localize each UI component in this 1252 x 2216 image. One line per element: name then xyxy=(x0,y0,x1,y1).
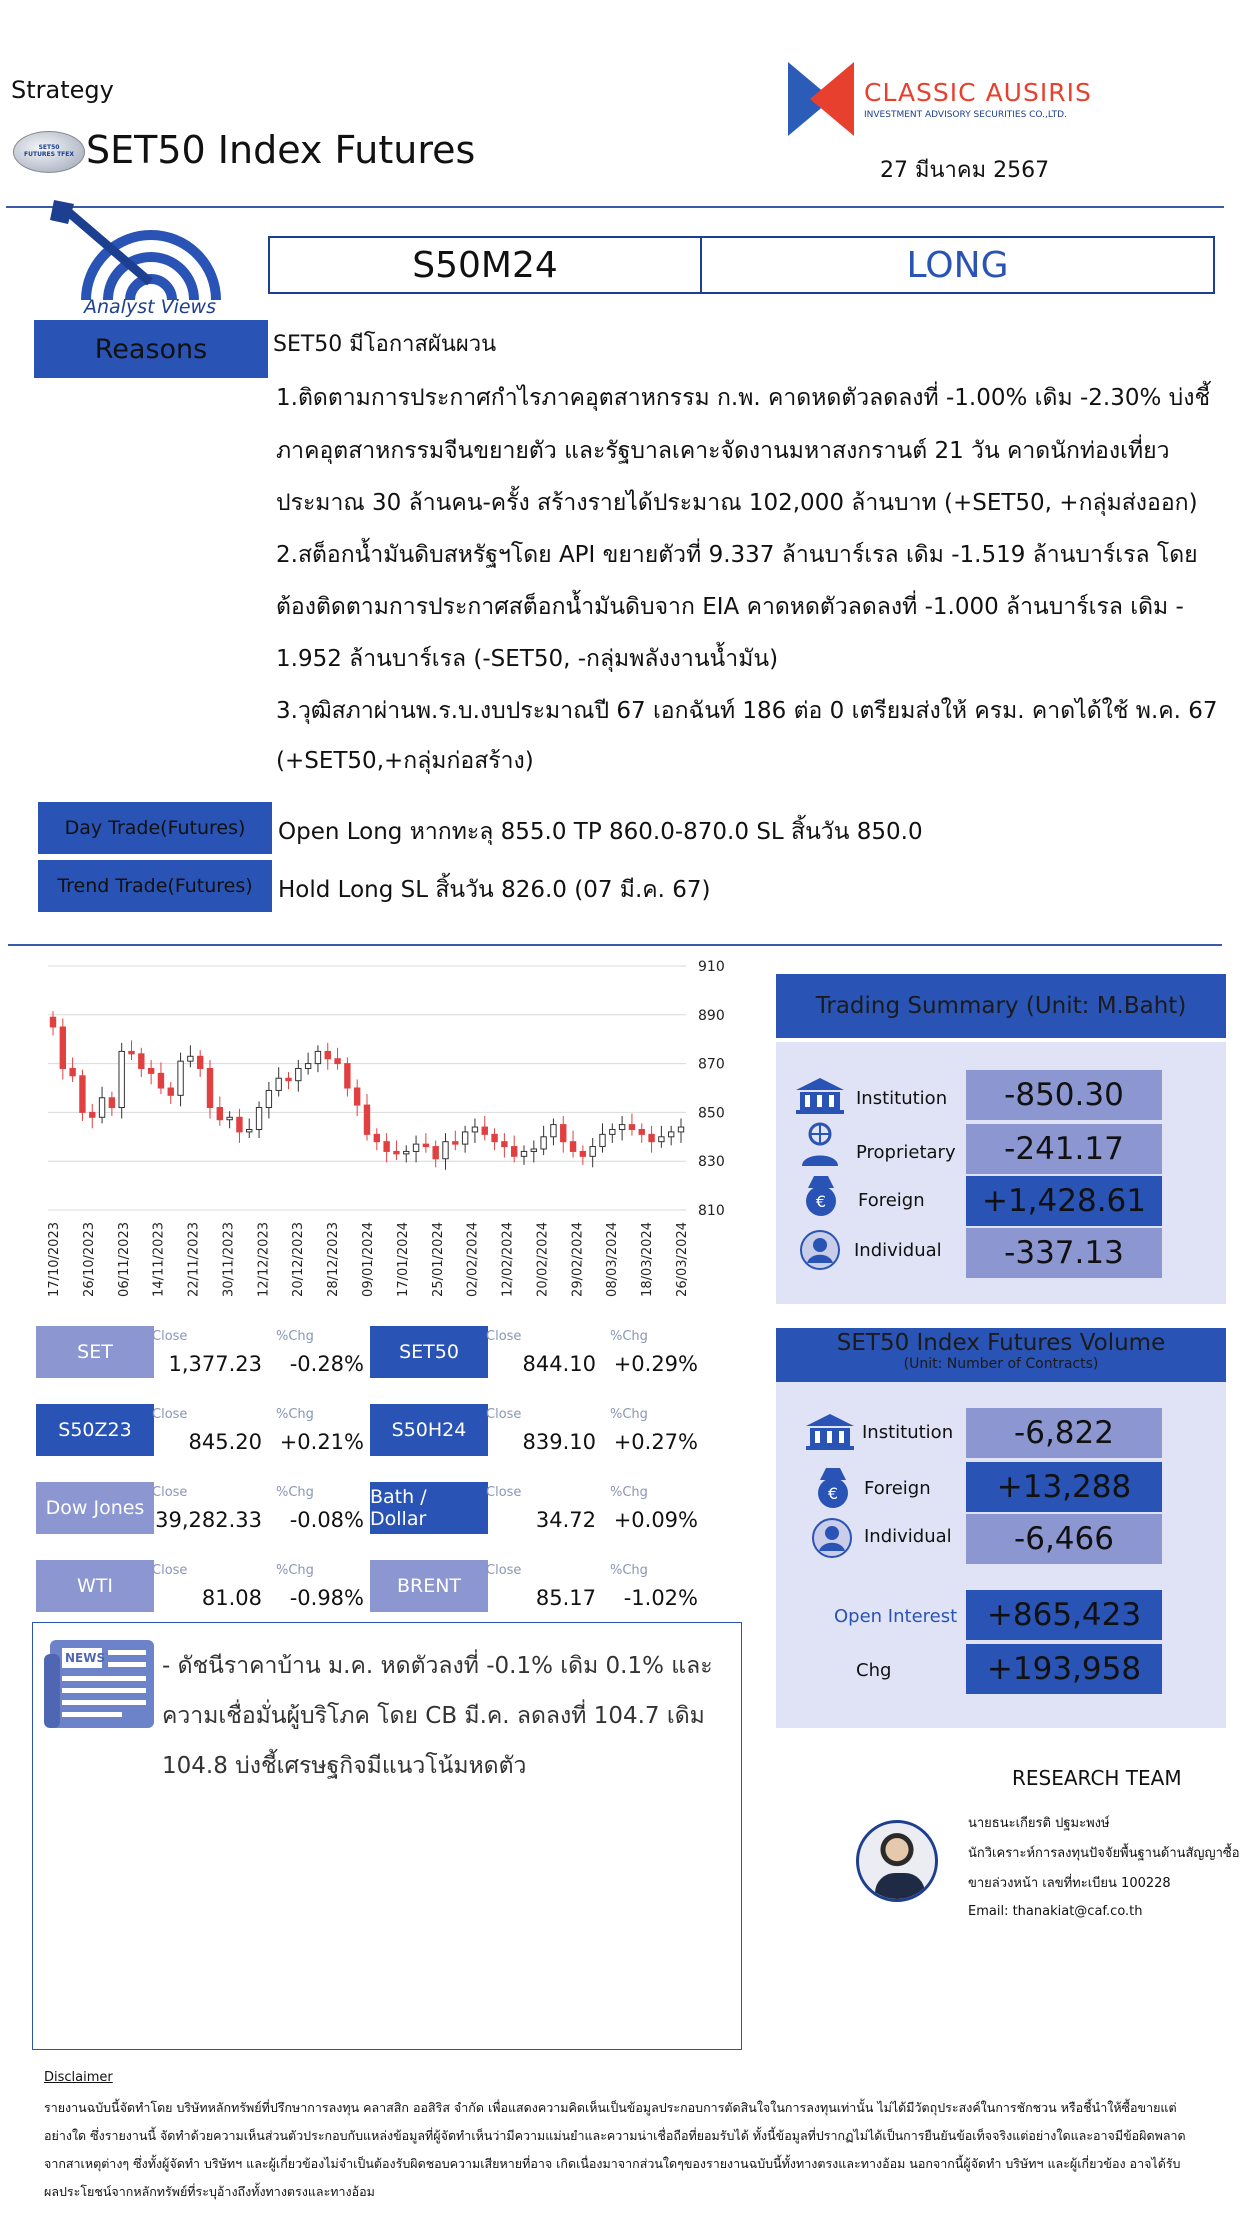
market-tile-close: 81.08 xyxy=(201,1586,262,1610)
trend-trade-text: Hold Long SL สิ้นวัน 826.0 (07 มี.ค. 67) xyxy=(278,877,711,903)
chg-caption: %Chg xyxy=(276,1485,314,1500)
research-team-title: RESEARCH TEAM xyxy=(1012,1766,1182,1790)
candle-body xyxy=(541,1137,546,1149)
reasons-label-box xyxy=(34,320,268,378)
disclaimer-title: Disclaimer xyxy=(44,2070,113,2085)
market-tile-chg: +0.21% xyxy=(279,1430,364,1454)
candle-body xyxy=(521,1151,526,1156)
company-name: CLASSIC AUSIRIS xyxy=(864,78,1092,107)
analyst-email: Email: thanakiat@caf.co.th xyxy=(968,1904,1143,1919)
section-divider xyxy=(8,944,1222,946)
reasons-label: Reasons xyxy=(94,333,208,365)
x-tick-label: 09/01/2024 xyxy=(361,1222,376,1297)
market-tile-close: 85.17 xyxy=(535,1586,596,1610)
candle-body xyxy=(50,1017,55,1027)
section-label: Strategy xyxy=(11,76,114,104)
y-tick-label: 890 xyxy=(698,1007,725,1024)
institution-icon xyxy=(796,1078,844,1114)
close-caption: Close xyxy=(486,1329,522,1344)
chg-caption: %Chg xyxy=(610,1329,648,1344)
candle-body xyxy=(345,1064,350,1088)
chg-caption: %Chg xyxy=(276,1407,314,1422)
fv-row-value: -6,822 xyxy=(966,1408,1162,1458)
candle-body xyxy=(227,1117,232,1119)
fv-row-label: Institution xyxy=(862,1422,954,1443)
candle-body xyxy=(99,1098,104,1118)
candle-body xyxy=(659,1137,664,1142)
candle-body xyxy=(188,1056,193,1061)
candle-body xyxy=(335,1059,340,1064)
x-tick-label: 18/03/2024 xyxy=(640,1222,656,1297)
candle-body xyxy=(453,1142,458,1144)
candle-body xyxy=(70,1068,75,1075)
close-caption: Close xyxy=(486,1407,522,1422)
candle-body xyxy=(404,1151,409,1153)
candle-body xyxy=(168,1088,173,1095)
x-tick-label: 02/02/2024 xyxy=(465,1222,481,1297)
trend-trade-label: Trend Trade(Futures) xyxy=(57,875,253,897)
position-box xyxy=(700,236,1215,294)
market-tile-close: 1,377.23 xyxy=(168,1352,262,1376)
report-date: 27 มีนาคม 2567 xyxy=(880,158,1050,183)
x-tick-label: 20/02/2024 xyxy=(535,1222,551,1297)
individual-icon xyxy=(812,1518,852,1558)
x-tick-label: 30/11/2023 xyxy=(221,1222,237,1297)
analyst-name: นายธนะเกียรติ ปฐมะพงษ์ xyxy=(968,1816,1110,1831)
x-tick-label: 12/02/2024 xyxy=(500,1222,516,1297)
candle-body xyxy=(482,1127,487,1134)
oi-change-label: Chg xyxy=(856,1660,892,1681)
foreign-icon xyxy=(812,1466,854,1508)
candle-body xyxy=(80,1076,85,1113)
ts-row-label: Foreign xyxy=(858,1190,925,1211)
reason-line: 1.952 ล้านบาร์เรล (-SET50, -กลุ่มพลังงานน้ำมัน) xyxy=(276,646,779,672)
chg-caption: %Chg xyxy=(276,1329,314,1344)
candle-body xyxy=(570,1142,575,1152)
market-tile-close: 839.10 xyxy=(522,1430,596,1454)
candle-body xyxy=(443,1142,448,1159)
foreign-icon xyxy=(800,1174,842,1216)
candle-body xyxy=(296,1068,301,1080)
y-tick-label: 850 xyxy=(698,1105,725,1122)
company-logo xyxy=(788,62,854,136)
candle-body xyxy=(217,1108,222,1120)
candle-body xyxy=(237,1117,242,1132)
candle-body xyxy=(433,1147,438,1159)
set50-futures-logo xyxy=(13,131,85,173)
y-tick-label: 910 xyxy=(698,959,725,975)
analyst-avatar xyxy=(856,1820,938,1902)
candle-body xyxy=(394,1151,399,1153)
x-tick-label: 25/01/2024 xyxy=(430,1222,446,1297)
candle-body xyxy=(276,1078,281,1090)
candle-body xyxy=(315,1051,320,1063)
reason-line: 2.สต็อกน้ำมันดิบสหรัฐฯโดย API ขยายตัวที่ 9.337 ล้านบาร์เรล เดิม -1.519 ล้านบาร์เรล โดย xyxy=(276,542,1198,568)
x-tick-label: 20/12/2023 xyxy=(291,1222,307,1297)
candle-body xyxy=(60,1027,65,1068)
candle-body xyxy=(610,1129,615,1134)
ts-row-label: Institution xyxy=(856,1088,948,1109)
svg-text:€: € xyxy=(827,1484,839,1503)
x-tick-label: 17/10/2023 xyxy=(47,1222,62,1297)
disclaimer-line: รายงานฉบับนี้จัดทำโดย บริษัทหลักทรัพย์ที่ปรึกษาการลงทุน คลาสสิก ออสิริส จำกัด เพื่อแสดงความคิดเห็นเป็นข้อมูลประกอบการตัดสินใจในการลงทุนเท่านั้น ไม่ได้มีวัตถุประสงค์ในการชักชวน หรือชี้นำให้ซื้อขายแต่ xyxy=(44,2100,1177,2115)
disclaimer-line: จากสาเหตุต่างๆ ซึ่งทั้งผู้จัดทำ บริษัทฯ และผู้เกี่ยวข้องไม่จำเป็นต้องรับผิดชอบความเสียหายที่อาจ เกิดเนื่องมาจากส่วนใดๆของรายงานฉบับนี้ทั้งทางตรงและทางอ้อม นอกจากนี้ผู้จัดทำ บริษัทฯ และผู้เกี่ยวข้อง อาจได้รับ xyxy=(44,2156,1181,2171)
close-caption: Close xyxy=(486,1485,522,1500)
candle-body xyxy=(551,1125,556,1137)
news-icon xyxy=(44,1636,156,1732)
candle-body xyxy=(256,1108,261,1130)
candle-body xyxy=(649,1134,654,1141)
candle-body xyxy=(492,1134,497,1141)
chg-caption: %Chg xyxy=(610,1563,648,1578)
candle-body xyxy=(423,1144,428,1146)
reason-line: ประมาณ 30 ล้านคน-ครั้ง สร้างรายได้ประมาณ 102,000 ล้านบาท (+SET50, +กลุ่มส่งออก) xyxy=(276,490,1198,516)
market-tile-name: BRENT xyxy=(370,1560,488,1612)
reason-line: 1.ติดตามการประกาศกำไรภาคอุตสาหกรรม ก.พ. คาดหดตัวลดลงที่ -1.00% เดิม -2.30% บ่งชี้ xyxy=(276,385,1211,411)
trading-summary-title: Trading Summary (Unit: M.Baht) xyxy=(815,993,1187,1019)
fv-row-label: Individual xyxy=(864,1526,952,1547)
candle-body xyxy=(354,1088,359,1105)
trading-summary-header xyxy=(776,974,1226,1038)
fv-row-value: +13,288 xyxy=(966,1462,1162,1512)
futures-volume-header xyxy=(776,1328,1226,1382)
oi-change-value: +193,958 xyxy=(966,1644,1162,1694)
candle-body xyxy=(472,1127,477,1132)
fv-row-value: -6,466 xyxy=(966,1514,1162,1564)
candle-body xyxy=(511,1147,516,1157)
news-line: 104.8 บ่งชี้เศรษฐกิจมีแนวโน้มหดตัว xyxy=(162,1753,527,1779)
candle-body xyxy=(502,1142,507,1147)
close-caption: Close xyxy=(152,1485,188,1500)
x-tick-label: 28/12/2023 xyxy=(326,1222,342,1297)
ts-row-label: Proprietary xyxy=(856,1142,956,1163)
candle-body xyxy=(325,1051,330,1058)
chart-svg xyxy=(30,950,750,1320)
disclaimer-line: ผลประโยชน์จากหลักทรัพย์ที่ระบุอ้างถึงทั้งทางตรงและทางอ้อม xyxy=(44,2184,375,2199)
fv-row-label: Foreign xyxy=(864,1478,931,1499)
candle-body xyxy=(678,1127,683,1132)
open-interest-value: +865,423 xyxy=(966,1590,1162,1640)
chg-caption: %Chg xyxy=(610,1407,648,1422)
reason-headline: SET50 มีโอกาสผันผวน xyxy=(273,332,497,357)
x-tick-label: 14/11/2023 xyxy=(151,1222,167,1297)
chg-caption: %Chg xyxy=(276,1563,314,1578)
day-trade-label: Day Trade(Futures) xyxy=(64,817,246,839)
candle-body xyxy=(374,1134,379,1141)
company-subtitle: INVESTMENT ADVISORY SECURITIES CO.,LTD. xyxy=(864,110,1067,120)
market-tile-chg: +0.27% xyxy=(613,1430,698,1454)
x-tick-label: 08/03/2024 xyxy=(605,1222,621,1297)
candle-body xyxy=(462,1132,467,1144)
open-interest-label: Open Interest xyxy=(834,1606,958,1627)
candle-body xyxy=(129,1051,134,1053)
market-tile-chg: +0.29% xyxy=(613,1352,698,1376)
institution-icon xyxy=(806,1414,854,1450)
x-tick-label: 06/11/2023 xyxy=(116,1222,132,1297)
ts-row-value: -337.13 xyxy=(966,1228,1162,1278)
day-trade-text: Open Long หากทะลุ 855.0 TP 860.0-870.0 SL สิ้นวัน 850.0 xyxy=(278,819,923,845)
close-caption: Close xyxy=(486,1563,522,1578)
futures-volume-subtitle: (Unit: Number of Contracts) xyxy=(903,1356,1099,1372)
market-tile-chg: -0.28% xyxy=(289,1352,364,1376)
close-caption: Close xyxy=(152,1563,188,1578)
proprietary-icon xyxy=(800,1122,840,1166)
market-tile-name: Dow Jones xyxy=(36,1482,154,1534)
x-tick-label: 26/10/2023 xyxy=(81,1222,97,1297)
candle-body xyxy=(413,1144,418,1151)
candle-body xyxy=(197,1056,202,1068)
reason-line: ภาคอุตสาหกรรมจีนขยายตัว และรัฐบาลเคาะจัดงานมหาสงกรานต์ 21 วัน คาดนักท่องเที่ยว xyxy=(276,438,1170,464)
market-tile-close: 34.72 xyxy=(535,1508,596,1532)
reason-line: ต้องติดตามการประกาศสต็อกน้ำมันดิบจาก EIA คาดหดตัวลดลงที่ -1.000 ล้านบาร์เรล เดิม - xyxy=(276,594,1184,620)
candle-body xyxy=(90,1112,95,1117)
market-tile-close: 39,282.33 xyxy=(155,1508,262,1532)
candle-body xyxy=(207,1068,212,1107)
disclaimer-line: อย่างใด ซึ่งรายงานนี้ จัดทำด้วยความเห็นส่วนตัวประกอบกับแหล่งข้อมูลที่ผู้จัดทำเห็นว่ามีความแม่นยำและความน่าเชื่อถือที่ยอมรับได้ ทั้งนี้ข้อมูลที่ปรากฏไม่ได้เป็นการยืนยันข้อเท็จจริงแต่อย่างใดและอาจมีข้อผิดพลาด xyxy=(44,2128,1186,2143)
y-tick-label: 810 xyxy=(698,1203,725,1219)
candle-body xyxy=(266,1090,271,1107)
price-chart xyxy=(30,950,750,1320)
market-tile-chg: -0.08% xyxy=(289,1508,364,1532)
market-tile-name: WTI xyxy=(36,1560,154,1612)
candle-body xyxy=(139,1054,144,1069)
candle-body xyxy=(364,1105,369,1134)
news-icon-label: NEWS xyxy=(65,1651,106,1665)
candle-body xyxy=(247,1129,252,1131)
news-line: ความเชื่อมั่นผู้บริโภค โดย CB มี.ค. ลดลงที่ 104.7 เดิม xyxy=(162,1703,705,1729)
svg-text:€: € xyxy=(815,1192,827,1211)
position-value: LONG xyxy=(906,244,1009,286)
reason-line: (+SET50,+กลุ่มก่อสร้าง) xyxy=(276,748,534,774)
market-tile-chg: -1.02% xyxy=(623,1586,698,1610)
market-tile-name: SET xyxy=(36,1326,154,1378)
individual-icon xyxy=(800,1230,840,1270)
y-tick-label: 870 xyxy=(698,1056,725,1073)
candle-body xyxy=(590,1147,595,1157)
x-tick-label: 26/03/2024 xyxy=(675,1222,690,1297)
candle-body xyxy=(531,1149,536,1151)
candle-body xyxy=(629,1125,634,1130)
market-tile-chg: +0.09% xyxy=(613,1508,698,1532)
close-caption: Close xyxy=(152,1407,188,1422)
analyst-views-label: Analyst Views xyxy=(84,296,216,318)
candle-body xyxy=(639,1129,644,1134)
y-tick-label: 830 xyxy=(698,1154,725,1171)
candle-body xyxy=(158,1073,163,1088)
analyst-registration: ขายล่วงหน้า เลขที่ทะเบียน 100228 xyxy=(968,1876,1171,1891)
futures-volume-title: SET50 Index Futures Volume xyxy=(836,1330,1166,1356)
market-tile-chg: -0.98% xyxy=(289,1586,364,1610)
page-title: SET50 Index Futures xyxy=(86,128,476,172)
candle-body xyxy=(384,1142,389,1152)
reason-line: 3.วุฒิสภาผ่านพ.ร.บ.งบประมาณปี 67 เอกฉันท์ 186 ต่อ 0 เตรียมส่งให้ ครม. คาดได้ใช้ พ.ค. 67 xyxy=(276,698,1218,724)
x-tick-label: 29/02/2024 xyxy=(570,1222,586,1297)
ts-row-value: +1,428.61 xyxy=(966,1176,1162,1226)
trend-trade-label-box xyxy=(38,860,272,912)
candle-body xyxy=(305,1064,310,1069)
candle-body xyxy=(580,1151,585,1156)
market-tile-name: S50H24 xyxy=(370,1404,488,1456)
candle-body xyxy=(600,1134,605,1146)
ts-row-label: Individual xyxy=(854,1240,942,1261)
logo-badge-text: SET50 FUTURES TFEX xyxy=(24,144,74,158)
market-tile-name: SET50 xyxy=(370,1326,488,1378)
market-tile-close: 844.10 xyxy=(522,1352,596,1376)
market-tile-name: Bath / Dollar xyxy=(370,1482,488,1534)
x-tick-label: 12/12/2023 xyxy=(256,1222,272,1297)
candle-body xyxy=(109,1098,114,1108)
news-line: - ดัชนีราคาบ้าน ม.ค. หดตัวลงที่ -0.1% เดิม 0.1% และ xyxy=(162,1653,713,1679)
x-tick-label: 22/11/2023 xyxy=(186,1222,202,1297)
candle-body xyxy=(178,1061,183,1095)
analyst-role: นักวิเคราะห์การลงทุนปัจจัยพื้นฐานด้านสัญญาซื้อ xyxy=(968,1846,1240,1861)
candle-body xyxy=(286,1078,291,1080)
candle-body xyxy=(148,1068,153,1073)
candle-body xyxy=(619,1125,624,1130)
contract-box xyxy=(268,236,702,294)
candle-body xyxy=(119,1051,124,1107)
market-tile-close: 845.20 xyxy=(188,1430,262,1454)
day-trade-label-box xyxy=(38,802,272,854)
contract-code: S50M24 xyxy=(412,244,558,286)
close-caption: Close xyxy=(152,1329,188,1344)
ts-row-value: -850.30 xyxy=(966,1070,1162,1120)
chg-caption: %Chg xyxy=(610,1485,648,1500)
candle-body xyxy=(561,1125,566,1142)
ts-row-value: -241.17 xyxy=(966,1124,1162,1174)
candle-body xyxy=(668,1132,673,1137)
market-tile-name: S50Z23 xyxy=(36,1404,154,1456)
x-tick-label: 17/01/2024 xyxy=(395,1222,411,1297)
